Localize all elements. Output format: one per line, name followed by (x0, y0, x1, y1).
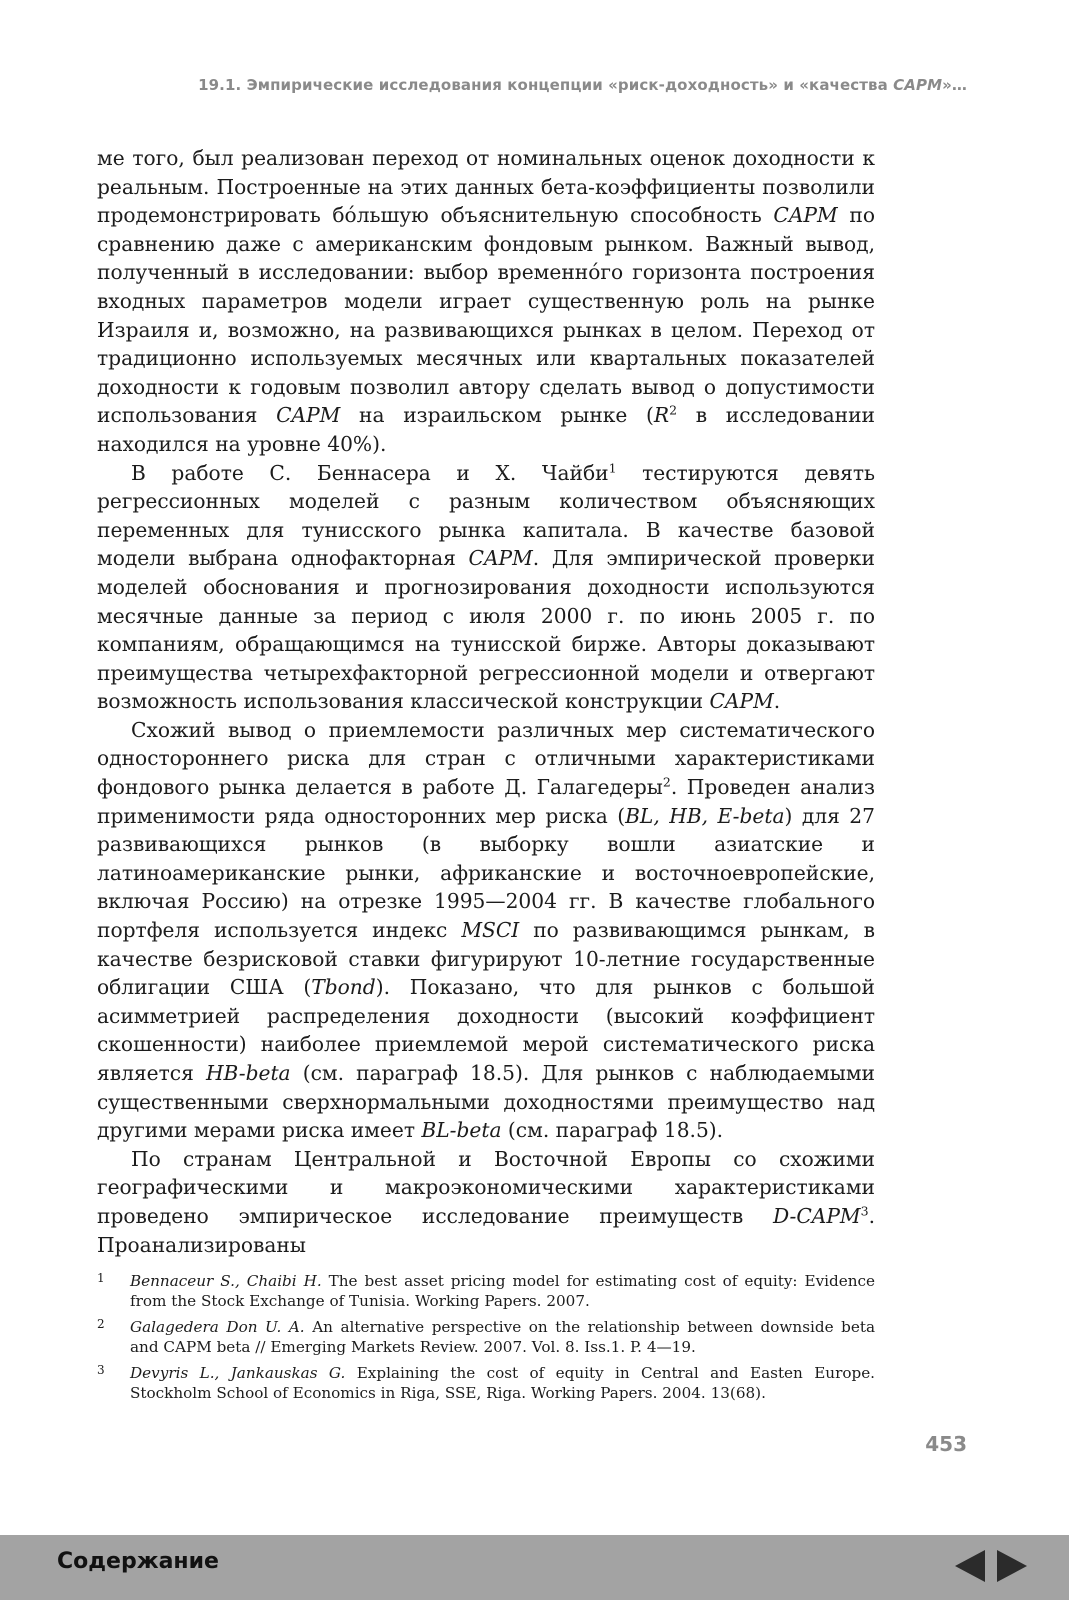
running-head (198, 76, 967, 94)
text-run: . Для эмпирической проверки моделей обоснования и прогнозирования доходности используются месячные данные за период с июля 2000 г. по июнь 2005 г. по компаниям, обращающимся на тунисской бирже. Авторы доказывают преимущества четырехфакторной регрессионной модели и отвергают возможность использования классической конструкции (97, 546, 875, 714)
footnote-authors: Galagedera Don U. A. (130, 1318, 305, 1336)
navigation-bar (0, 1535, 1069, 1600)
main-text (97, 144, 875, 1259)
running-head-end: »… (942, 76, 967, 94)
text-run: (см. параграф 18.5). (501, 1118, 724, 1143)
italic-term: CAPM (773, 203, 838, 228)
text-run: Схожий вывод о приемлемости различных мер систематического одностороннего риска для стран с отличными характеристиками фондового рынка делается в работе Д. Галагедеры (97, 717, 875, 800)
triangle-right-icon (995, 1548, 1029, 1584)
footnote-1 (97, 1271, 875, 1311)
superscript: 2 (669, 402, 678, 418)
footnote-text: Explaining the cost of equity in Central and Easten Europe. Stockholm School of Economics in Riga, SSE, Riga. Working Papers. 2004. 13(68). (130, 1364, 876, 1402)
italic-term: CAPM (276, 403, 341, 428)
footnote-ref-1[interactable]: 1 (608, 459, 617, 475)
text-run: . Проанализированы (97, 1203, 875, 1257)
text-run: (см. параграф 18.5). Для рынков с наблюдаемыми существенными сверхнормальными доходностями преимущество над другими мерами риска имеет (97, 1061, 875, 1143)
triangle-left-icon (953, 1548, 987, 1584)
footnote-text: The best asset pricing model for estimating cost of equity: Evidence from the Stock Exchange of Tunisia. Working Papers. 2007. (130, 1272, 875, 1310)
previous-page-button[interactable] (953, 1548, 987, 1584)
text-run: ). Показано, что для рынков с большой асимметрией распределения доходности (высокий коэффициент скошенности) наиболее приемлемой мерой систематического риска является (97, 975, 875, 1085)
text-run: ме того, был реализован переход от номинальных оценок доходности к реальным. Построенные на этих данных бета-коэффициенты позволили продемонстрировать бóльшую объяснительную способность (97, 146, 875, 228)
italic-term: CAPM (709, 689, 774, 714)
page-number: 453 (925, 1432, 967, 1456)
footnote-authors: Bennaceur S., Chaibi H. (130, 1272, 322, 1290)
italic-term: MSCI (461, 918, 520, 943)
text-run: В работе С. Беннасера и Х. Чайби (131, 460, 609, 485)
text-run: тестируются девять регрессионных моделей с разным количеством объясняющих переменных для тунисского рынка капитала. В качестве базовой модели выбрана однофакторная (97, 460, 875, 571)
next-page-button[interactable] (995, 1548, 1029, 1584)
footnote-text: An alternative perspective on the relationship between downside beta and CAPM beta // Emerging Markets Review. 2007. Vol. 8. Iss.1. P. 4—19. (130, 1318, 875, 1356)
footnote-ref-3[interactable]: 3 (860, 1203, 869, 1219)
paragraph-3 (97, 716, 875, 1145)
text-run: . (773, 689, 781, 714)
footnote-2 (97, 1317, 875, 1357)
italic-term: BL-beta (421, 1118, 502, 1143)
text-run: по развивающимся рынкам, в качестве безрисковой ставки фигурируют 10-летние государственные облигации США ( (97, 918, 876, 1000)
running-head-text: 19.1. Эмпирические исследования концепции «риск-доходность» и «качества (198, 76, 894, 94)
footnote-authors: Devyris L., Jankauskas G. (130, 1364, 346, 1382)
text-run: . Проведен анализ применимости ряда односторонних мер риска ( (97, 775, 875, 828)
footnote-number: 2 (97, 1317, 105, 1331)
text-run: на израильском рынке ( (340, 403, 654, 428)
italic-term: HB-beta (205, 1061, 291, 1085)
italic-term: D-CAPM (772, 1203, 861, 1228)
text-run: ) для 27 развивающихся рынков (в выборку вошли азиатские и латиноамериканские рынки, африканские и восточноевропейские, включая Россию) на отрезке 1995—2004 гг. В качестве глобального портфеля используется индекс (97, 803, 875, 943)
text-run: по сравнению даже с американским фондовым рынком. Важный вывод, полученный в исследовании: выбор временнóго горизонта построения входных параметров модели играет существенную роль на рынке Израиля и, возможно, на развивающихся рынках в целом. Переход от традиционно используемых месячных или квартальных показателей доходности к годовым позволил автору сделать вывод о допустимости использования (97, 203, 875, 428)
text-run: По странам Центральной и Восточной Европы со схожими географическими и макроэкономическими характеристиками проведено эмпирическое исследование преимуществ (97, 1146, 875, 1228)
footnotes (97, 1271, 875, 1409)
italic-term: CAPM (468, 546, 533, 571)
footnote-number: 1 (97, 1271, 105, 1285)
paragraph-4 (97, 1145, 875, 1259)
contents-link[interactable]: Содержание (57, 1549, 219, 1574)
footnote-3 (97, 1363, 875, 1403)
italic-term: R (653, 403, 670, 428)
footnote-ref-2[interactable]: 2 (662, 774, 671, 790)
text-run: в исследовании находился на уровне 40%). (97, 403, 875, 456)
paragraph-1 (97, 144, 875, 459)
paragraph-2 (97, 459, 875, 716)
italic-term: Tbond (311, 975, 376, 1000)
running-head-italic: CAPM (893, 76, 943, 94)
footnote-number: 3 (97, 1363, 105, 1377)
italic-term: BL, HB, E-beta (625, 803, 785, 828)
